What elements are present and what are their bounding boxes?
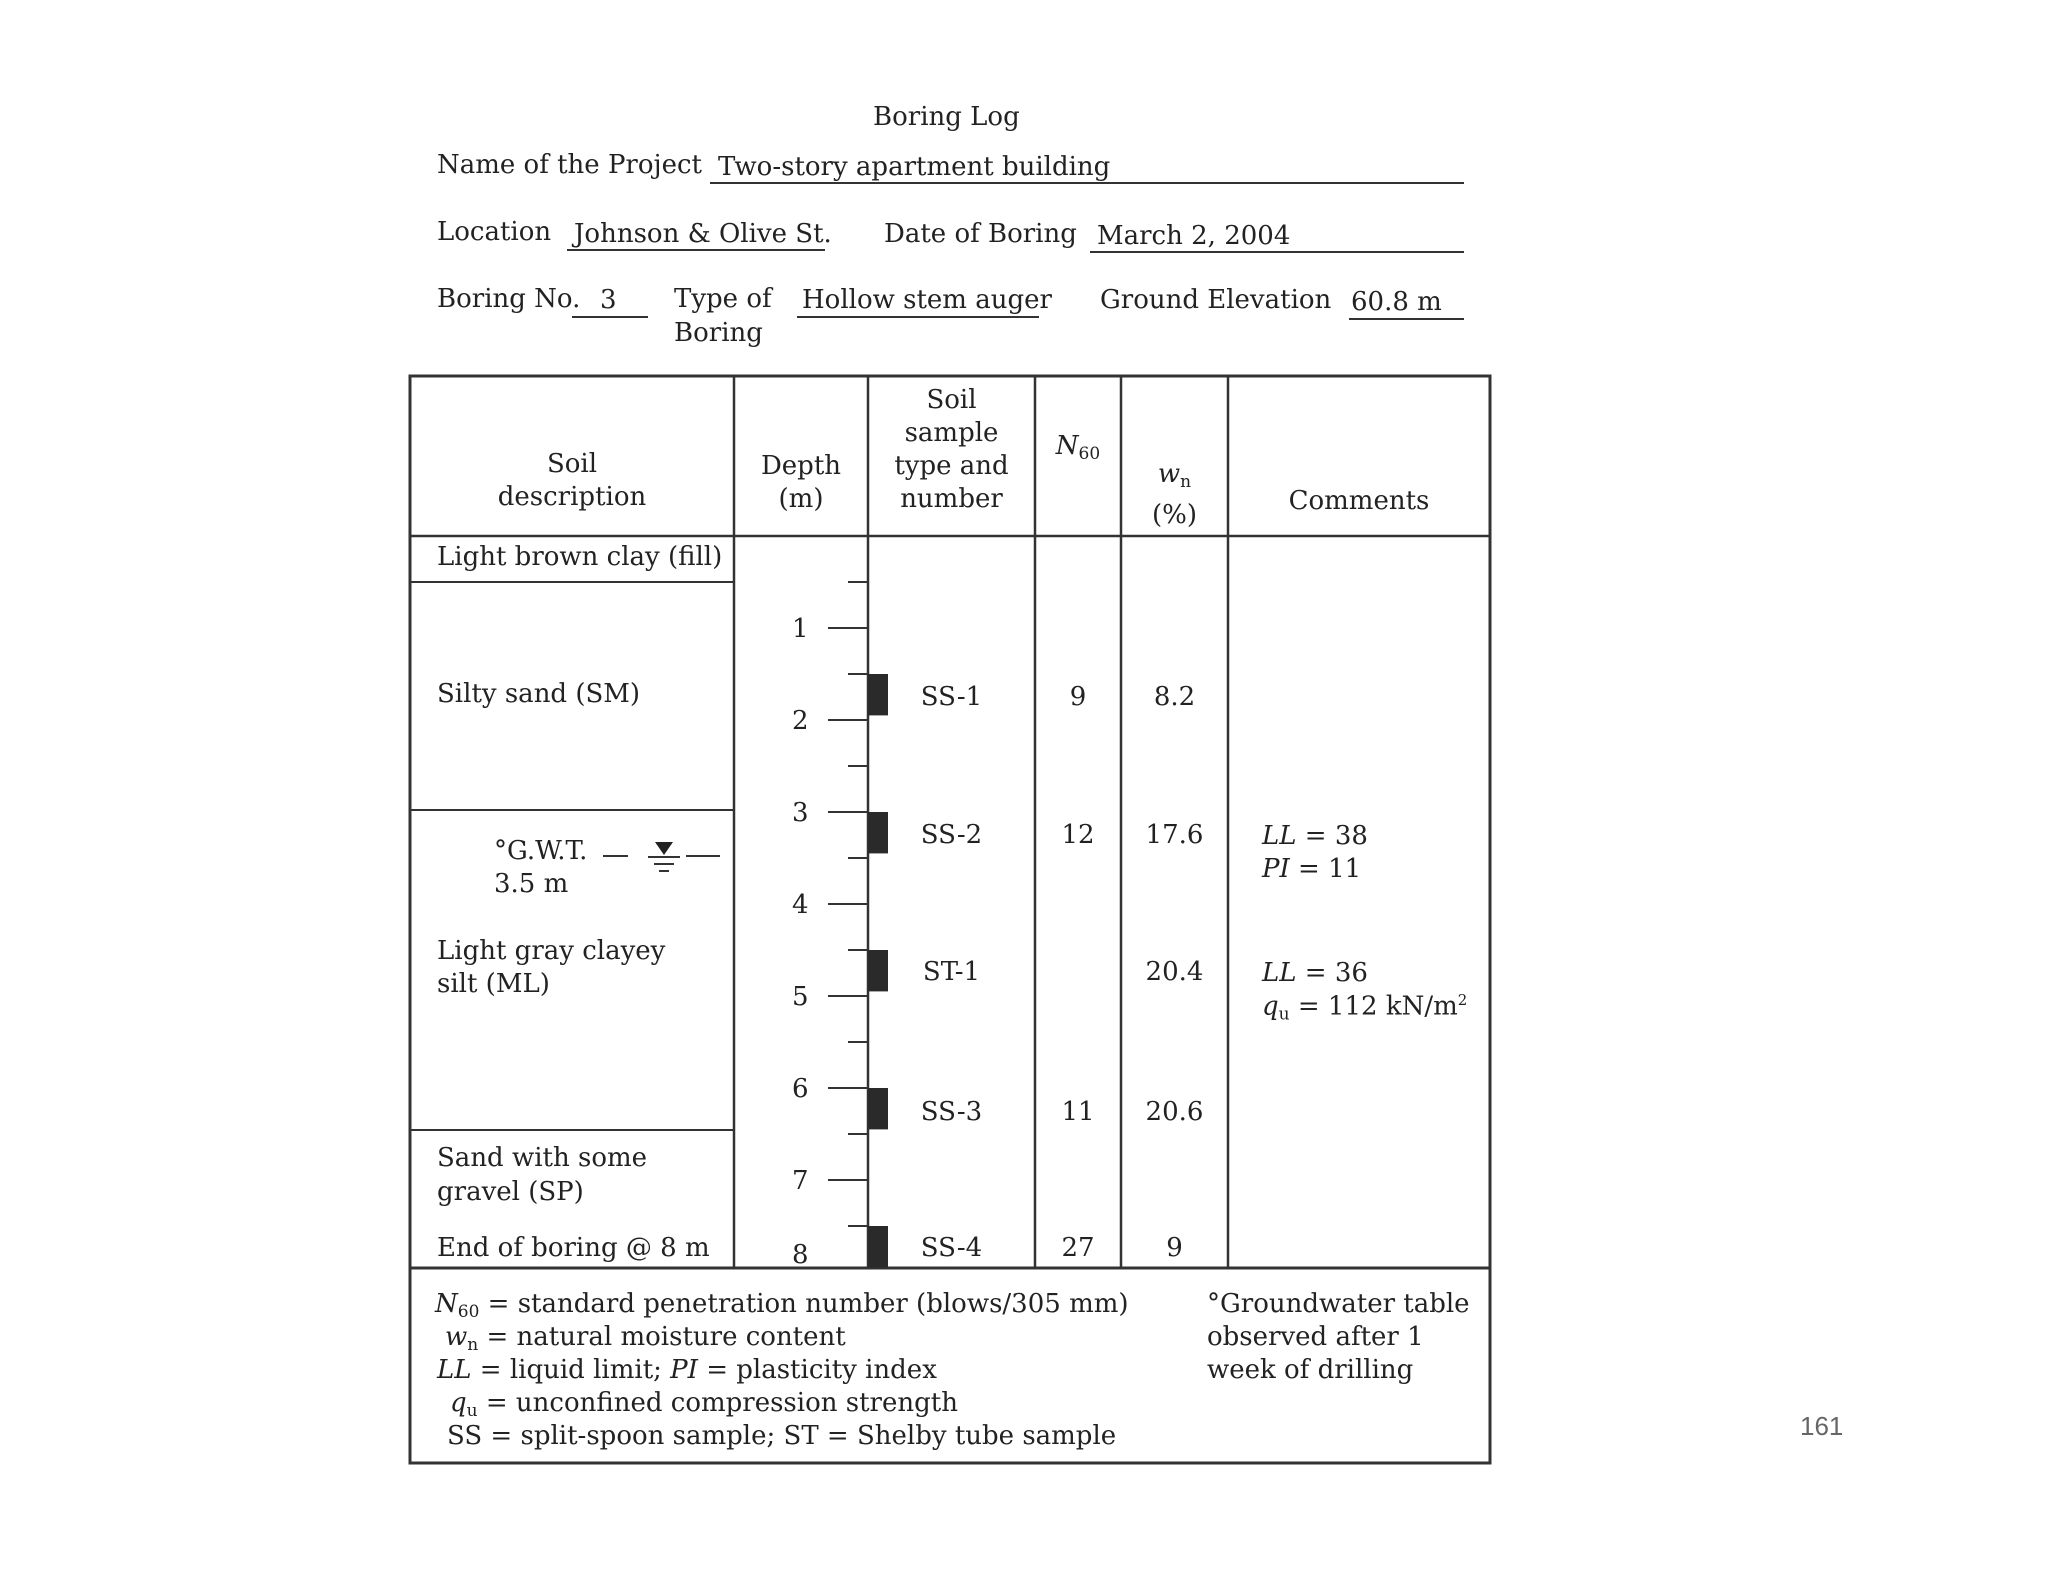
depth-label: 4 <box>792 890 809 920</box>
location-label: Location <box>437 217 552 247</box>
legend-ll-pi <box>437 1355 937 1385</box>
header-n60-subscript: 60 <box>1078 444 1101 464</box>
sample-wn: 20.6 <box>1145 1097 1204 1127</box>
legend-wn-symbol: w <box>445 1322 468 1352</box>
sample-wn: 8.2 <box>1153 682 1196 712</box>
soil-layer-sp-line-1: Sand with some <box>437 1143 648 1173</box>
depth-scale <box>828 582 868 1226</box>
sample-id: SS-1 <box>920 682 983 712</box>
boring-type-value: Hollow stem auger <box>802 285 1052 315</box>
comment-ll-value: = 38 <box>1304 821 1368 851</box>
soil-layer-sm: Silty sand (SM) <box>437 679 641 709</box>
elevation-label: Ground Elevation <box>1100 285 1332 315</box>
comment-qu-value: = 112 kN/m <box>1297 991 1458 1022</box>
legend-pi-symbol: PI <box>670 1355 698 1385</box>
header-depth-line-1: Depth <box>760 451 842 481</box>
header-comments: Comments <box>1288 486 1430 516</box>
header-n60-symbol: N <box>1055 431 1079 461</box>
header-wn-unit: (%) <box>1152 500 1197 530</box>
sample-n60: 12 <box>1061 820 1095 850</box>
boring-no-value: 3 <box>600 285 617 315</box>
legend-qu <box>450 1388 958 1421</box>
gwt-depth: 3.5 m <box>494 869 569 899</box>
comment-st1-qu <box>1262 991 1467 1025</box>
legend-gwt-note-line-1: °Groundwater table <box>1207 1289 1470 1319</box>
legend-gwt-note-line-3: week of drilling <box>1207 1355 1414 1385</box>
soil-layer-fill: Light brown clay (fill) <box>437 542 723 572</box>
sample-wn: 9 <box>1166 1233 1183 1263</box>
legend-wn-text: = natural moisture content <box>486 1322 846 1352</box>
legend-ss-st: SS = split-spoon sample; ST = Shelby tube sample <box>447 1421 1117 1451</box>
project-label: Name of the Project <box>437 150 702 180</box>
header-sample-line-2: sample <box>904 418 999 448</box>
gwt-label: °G.W.T. <box>494 836 588 866</box>
date-label: Date of Boring <box>884 219 1077 249</box>
sample-id: SS-4 <box>920 1233 983 1263</box>
comment-ll-symbol: LL <box>1262 821 1297 851</box>
soil-layer-ml-line-2: silt (ML) <box>437 969 550 999</box>
header-sample <box>868 384 1035 516</box>
legend-qu-text: = unconfined compression strength <box>485 1388 958 1418</box>
sample-n60: 9 <box>1069 682 1087 712</box>
comment-pi-symbol: PI <box>1262 854 1290 884</box>
depth-label: 8 <box>792 1240 809 1270</box>
legend-ll-text: = liquid limit; <box>479 1355 662 1385</box>
water-table-symbol-icon <box>603 842 720 871</box>
sample-n60: 11 <box>1061 1097 1095 1127</box>
sample-wn: 17.6 <box>1145 820 1204 850</box>
legend-wn-subscript: n <box>467 1335 479 1355</box>
header-wn <box>1121 458 1228 532</box>
legend-qu-symbol: q <box>450 1388 467 1418</box>
page-title: Boring Log <box>873 102 1020 132</box>
sample-id: SS-2 <box>920 820 983 850</box>
depth-label: 6 <box>792 1074 809 1104</box>
comment-ll-symbol: LL <box>1262 958 1297 988</box>
header-wn-symbol: w <box>1157 459 1181 489</box>
comment-ss2-ll <box>1262 821 1368 851</box>
legend-pi-text: = plasticity index <box>706 1355 937 1385</box>
header-sample-line-1: Soil <box>926 385 977 415</box>
header-soil-description <box>410 448 734 514</box>
header-wn-subscript: n <box>1180 472 1192 492</box>
comment-ss2-pi <box>1262 854 1361 884</box>
header-sample-line-4: number <box>900 484 1003 514</box>
boring-type-label: Type of <box>674 284 772 314</box>
boring-no-label: Boring No. <box>437 284 581 314</box>
legend-n60 <box>435 1289 1129 1322</box>
depth-label: 5 <box>792 982 809 1012</box>
header-sample-line-3: type and <box>894 451 1009 481</box>
comment-qu-exponent: 2 <box>1457 991 1468 1009</box>
depth-label: 1 <box>792 614 809 644</box>
depth-label: 3 <box>792 798 809 828</box>
legend-wn <box>445 1322 846 1355</box>
end-of-boring: End of boring @ 8 m <box>437 1233 710 1263</box>
sample-n60: 27 <box>1061 1233 1095 1263</box>
date-value: March 2, 2004 <box>1097 221 1291 251</box>
header-depth-line-2: (m) <box>778 484 824 514</box>
legend-n60-text: = standard penetration number (blows/305 mm) <box>487 1289 1129 1319</box>
legend-qu-subscript: u <box>466 1401 478 1421</box>
comment-ll-value: = 36 <box>1304 958 1368 988</box>
depth-label: 2 <box>792 706 809 736</box>
sample-wn: 20.4 <box>1145 957 1204 987</box>
project-value: Two-story apartment building <box>718 152 1111 182</box>
depth-label: 7 <box>792 1166 809 1196</box>
legend-gwt-note-line-2: observed after 1 <box>1207 1322 1424 1352</box>
comment-qu-symbol: q <box>1262 991 1279 1022</box>
legend-n60-symbol: N <box>435 1289 458 1319</box>
sample-id: ST-1 <box>922 957 981 987</box>
comment-pi-value: = 11 <box>1298 854 1362 884</box>
header-n60 <box>1035 430 1121 471</box>
soil-layer-sp-line-2: gravel (SP) <box>437 1177 584 1207</box>
header-soil-line-1: Soil <box>546 449 598 479</box>
elevation-value: 60.8 m <box>1351 287 1442 317</box>
header-depth <box>734 450 868 516</box>
legend-n60-subscript: 60 <box>457 1302 480 1322</box>
soil-layer-ml-line-1: Light gray clayey <box>437 936 666 966</box>
header-soil-line-2: description <box>497 482 647 512</box>
legend-ll-symbol: LL <box>437 1355 472 1385</box>
comment-qu-subscript: u <box>1278 1004 1290 1025</box>
page-number: 161 <box>1800 1411 1844 1441</box>
boring-type-label-2: Boring <box>674 318 763 348</box>
comment-st1-ll <box>1262 958 1368 988</box>
location-value: Johnson & Olive St. <box>574 219 832 249</box>
sample-id: SS-3 <box>920 1097 983 1127</box>
